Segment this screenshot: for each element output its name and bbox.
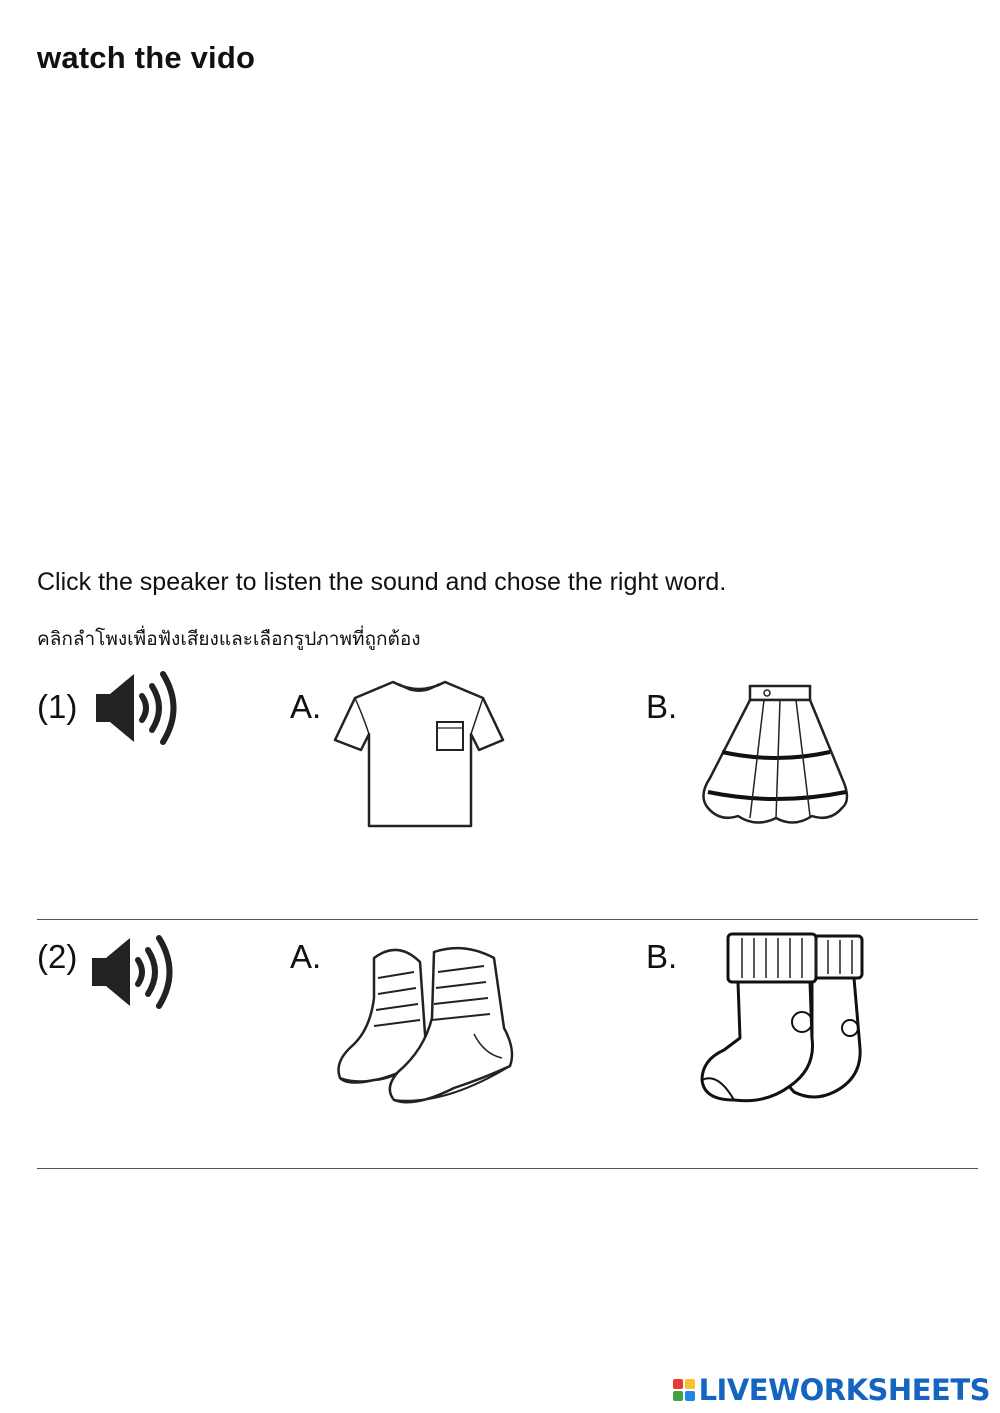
logo-square-red <box>673 1379 683 1389</box>
logo-square-yellow <box>685 1379 695 1389</box>
shoes-icon[interactable] <box>334 938 518 1110</box>
question-1-option-b-label: B. <box>646 688 678 725</box>
question-2-option-b-label: B. <box>646 938 678 975</box>
question-1-option-a-label: A. <box>290 688 322 725</box>
speaker-2-icon[interactable] <box>90 932 182 1012</box>
brand-text: LIVEWORKSHEETS <box>698 1373 990 1407</box>
logo-mark-icon <box>673 1379 695 1401</box>
page-title: watch the vido <box>37 40 256 75</box>
question-1-number: (1) <box>37 688 78 725</box>
instruction-english: Click the speaker to listen the sound and chose the right word. <box>37 568 727 596</box>
skirt-icon[interactable] <box>692 682 858 832</box>
tshirt-icon[interactable] <box>333 676 505 832</box>
question-2-number: (2) <box>37 938 78 975</box>
speaker-1-icon[interactable] <box>94 668 186 748</box>
question-2-option-a-label: A. <box>290 938 322 975</box>
video-area[interactable] <box>37 100 967 540</box>
logo-square-blue <box>685 1391 695 1401</box>
socks-icon[interactable] <box>694 928 870 1108</box>
instruction-thai: คลิกลำโพงเพื่อฟังเสียงและเลือกรูปภาพที่ถูกต้อง <box>37 628 421 650</box>
liveworksheets-logo[interactable] <box>673 1373 990 1407</box>
divider-1 <box>37 919 978 920</box>
divider-2 <box>37 1168 978 1169</box>
logo-square-green <box>673 1391 683 1401</box>
